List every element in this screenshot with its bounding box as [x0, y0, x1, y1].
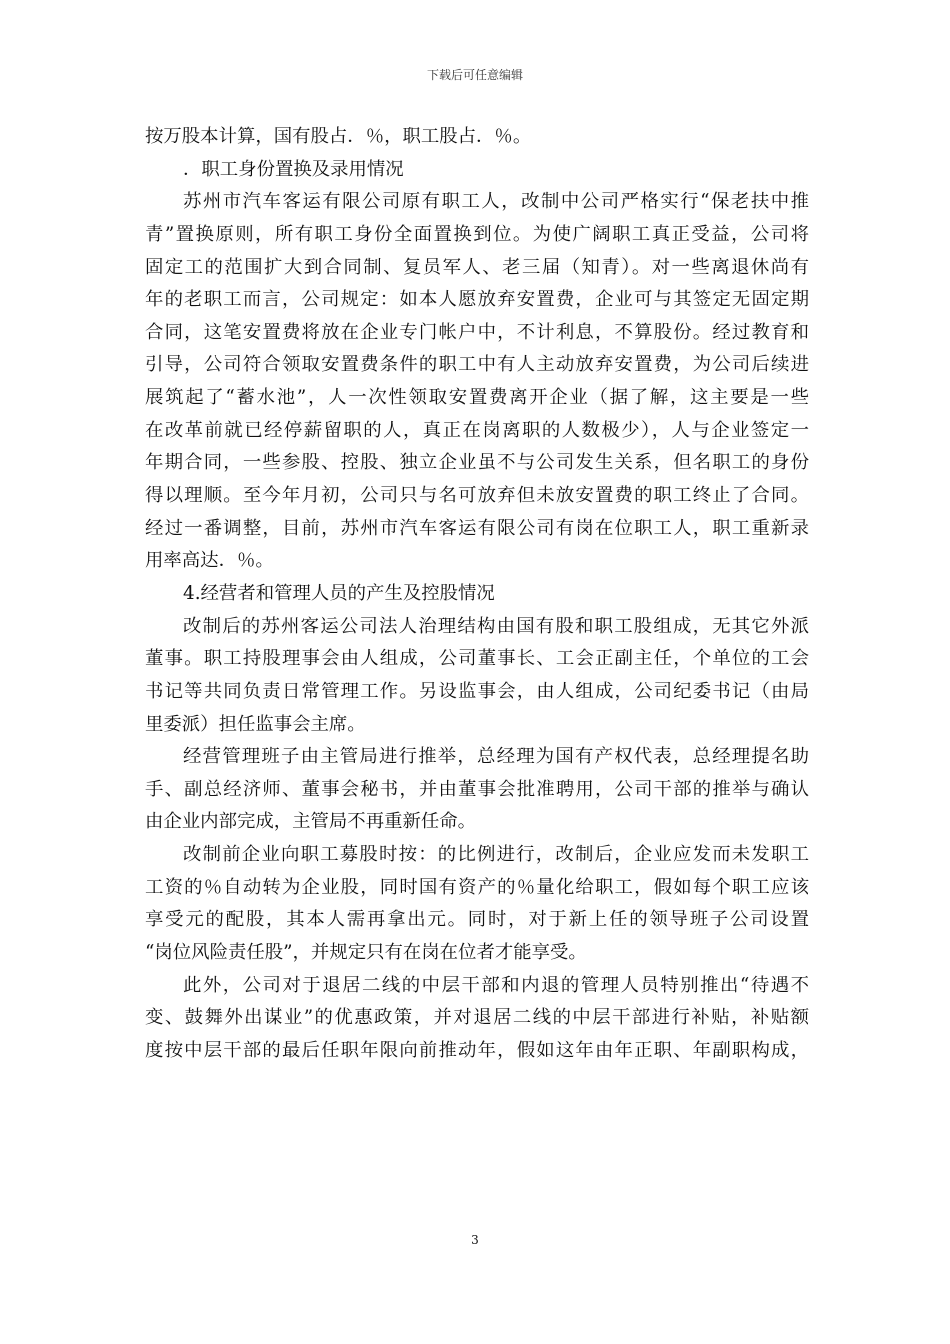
text-line: 年的老职工而言，公司规定：如本人愿放弃安置费，企业可与其签定无固定期	[145, 289, 809, 311]
text-line: “岗位风险责任股”，并规定只有在岗在位者才能享受。	[145, 942, 587, 964]
text-line: 经营管理班子由主管局进行推举，总经理为国有产权代表，总经理提名助	[183, 746, 809, 768]
text-line: 青”置换原则，所有职工身份全面置换到位。为使广阔职工真正受益，公司将	[145, 223, 809, 245]
text-line: ．职工身份置换及录用情况	[183, 158, 404, 180]
text-line: 由企业内部完成，主管局不再重新任命。	[145, 811, 477, 833]
text-line: 里委派）担任监事会主席。	[145, 713, 366, 735]
page-number: 3	[471, 1233, 479, 1247]
text-line: 手、副总经济师、董事会秘书，并由董事会批准聘用，公司干部的推举与确认	[145, 778, 809, 800]
text-line: 改制前企业向职工募股时按：的比例进行，改制后，企业应发而未发职工	[183, 844, 809, 866]
document-body	[145, 121, 809, 1068]
text-line: 年期合同，一些参股、控股、独立企业虽不与公司发生关系，但名职工的身份	[145, 452, 809, 474]
text-line: 合同，这笔安置费将放在企业专门帐户中，不计利息，不算股份。经过教育和	[145, 321, 809, 343]
text-line: 变、鼓舞外出谋业”的优惠政策，并对退居二线的中层干部进行补贴，补贴额	[145, 1007, 809, 1029]
text-line: 度按中层干部的最后任职年限向前推动年，假如这年由年正职、年副职构成，	[145, 1039, 809, 1061]
text-line: 工资的％自动转为企业股，同时国有资产的％量化给职工，假如每个职工应该	[145, 876, 809, 898]
text-line: 用率高达．％。	[145, 550, 274, 572]
text-line: 书记等共同负责日常管理工作。另设监事会，由人组成，公司纪委书记（由局	[145, 680, 809, 702]
text-line: 此外，公司对于退居二线的中层干部和内退的管理人员特别推出“待遇不	[183, 974, 809, 996]
section-heading: 4.经营者和管理人员的产生及控股情况	[183, 582, 495, 604]
text-line: 得以理顺。至今年月初，公司只与名可放弃但未放安置费的职工终止了合同。	[145, 485, 809, 507]
text-line: 固定工的范围扩大到合同制、复员军人、老三届（知青）。对一些离退休尚有	[145, 256, 809, 278]
text-line: 改制后的苏州客运公司法人治理结构由国有股和职工股组成，无其它外派	[183, 615, 809, 637]
text-line: 引导，公司符合领取安置费条件的职工中有人主动放弃安置费，为公司后续进	[145, 354, 809, 376]
text-line: 享受元的配股，其本人需再拿出元。同时，对于新上任的领导班子公司设置	[145, 909, 809, 931]
text-line: 展筑起了“蓄水池”，人一次性领取安置费离开企业（据了解，这主要是一些	[145, 387, 809, 409]
page-header: 下载后可任意编辑	[426, 68, 523, 82]
text-line: 按万股本计算，国有股占．％，职工股占．％。	[145, 126, 532, 147]
text-line: 经过一番调整，目前，苏州市汽车客运有限公司有岗在位职工人，职工重新录	[145, 517, 809, 539]
text-line: 苏州市汽车客运有限公司原有职工人，改制中公司严格实行“保老扶中推	[183, 191, 809, 213]
text-line: 在改革前就已经停薪留职的人，真正在岗离职的人数极少），人与企业签定一	[145, 419, 809, 441]
text-line: 董事。职工持股理事会由人组成，公司董事长、工会正副主任，个单位的工会	[145, 648, 809, 670]
